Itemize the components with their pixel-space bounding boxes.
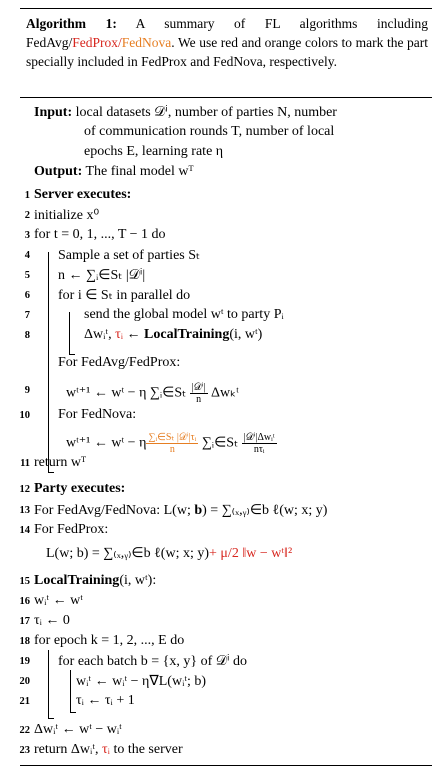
algorithm-line — [34, 613, 70, 629]
top-rule — [20, 8, 432, 9]
algorithm-line — [34, 481, 125, 497]
fraction-denominator: nτᵢ — [253, 444, 265, 455]
line-keyword: LocalTraining — [34, 573, 120, 588]
algorithm-caption — [26, 14, 428, 71]
bold-b: b — [194, 503, 203, 518]
line-text: wᵗ⁺¹ ← wᵗ − η ∑ᵢ∈Sₜ — [66, 385, 190, 401]
line-number: 23 — [19, 745, 30, 756]
line-text: Δwₖᵗ — [207, 385, 239, 401]
line-number: 22 — [19, 725, 30, 736]
line-number: 4 — [24, 250, 30, 261]
input-line-1 — [34, 104, 337, 121]
line-number: 13 — [19, 505, 30, 516]
algorithm-line — [34, 207, 99, 224]
line-number: 20 — [19, 676, 30, 687]
line-number: 17 — [19, 616, 30, 627]
caption-text-end: . We use red and orange colors to mark the part specially included in FedProx and FedNova, respectively. — [26, 35, 428, 69]
input-text-1: local datasets 𝒟ⁱ, number of parties N, number — [72, 105, 337, 120]
line-text: wᵢᵗ ← wᵢᵗ − η∇L(wᵢᵗ; b) — [76, 674, 207, 689]
line-text: For FedProx: — [34, 522, 109, 537]
caption-label: Algorithm 1: — [26, 16, 117, 31]
line-number: 10 — [19, 410, 30, 421]
algorithm-line — [34, 593, 83, 609]
line-number: 3 — [24, 230, 30, 241]
caption-text: A summary of FL algorithms including — [116, 16, 428, 31]
line-text: ← — [123, 327, 145, 342]
tau-red: τᵢ — [102, 742, 110, 757]
algorithm-line — [84, 307, 284, 323]
algorithm-line — [66, 382, 239, 405]
line-text: Sample a set of parties Sₜ — [58, 248, 201, 263]
output-line — [34, 164, 194, 180]
algorithm-line — [58, 407, 136, 423]
line-text: Δwᵢᵗ ← wᵗ − wᵢᵗ — [34, 722, 122, 737]
line-number: 12 — [19, 484, 30, 495]
algorithm-line — [58, 287, 190, 304]
parallel-scope-bar — [69, 312, 70, 354]
algorithm-line — [34, 522, 108, 538]
line-number: 8 — [24, 330, 30, 341]
line-number: 1 — [24, 190, 30, 201]
input-line-3: epochs E, learning rate η — [84, 144, 224, 159]
line-number: 7 — [24, 310, 30, 321]
algorithm-line — [58, 355, 180, 371]
line-text: (i, wᵗ): — [119, 573, 157, 588]
line-number: 15 — [19, 576, 30, 587]
line-text: initialize x⁰ — [34, 208, 100, 223]
line-text: For FedNova: — [58, 407, 137, 422]
input-line-2: of communication rounds T, number of local — [84, 124, 335, 139]
line-text: for t = 0, 1, ..., T − 1 do — [34, 227, 166, 242]
algorithm-line — [34, 573, 156, 589]
batch-scope-hook — [70, 712, 76, 713]
algorithm-line — [34, 722, 122, 738]
line-text: ∑ᵢ∈Sₜ — [198, 435, 242, 451]
line-text: wᵢᵗ ← wᵗ — [34, 593, 83, 608]
line-number: 6 — [24, 290, 30, 301]
tau-red: τᵢ — [115, 327, 124, 342]
line-text: for each batch b = {x, y} of 𝒟ⁱ do — [58, 654, 247, 669]
fraction — [242, 432, 277, 455]
line-text: n ← ∑ᵢ∈Sₜ |𝒟ⁱ| — [58, 268, 146, 283]
epoch-scope-hook — [48, 718, 54, 719]
line-number: 9 — [24, 385, 30, 396]
output-text: The final model wᵀ — [82, 164, 194, 179]
algorithm-line — [46, 545, 292, 562]
fraction — [190, 382, 208, 405]
algorithm-line — [58, 247, 200, 264]
algorithm-line — [84, 327, 262, 343]
algorithm-line — [34, 455, 86, 471]
fraction-denominator: n — [196, 394, 202, 405]
parallel-scope-hook — [69, 354, 75, 355]
algorithm-line — [34, 187, 131, 203]
algorithm-line — [34, 633, 184, 649]
algorithm-line — [76, 673, 206, 690]
fraction-denominator: n — [169, 444, 175, 455]
line-text: τᵢ ← 0 — [34, 613, 70, 628]
line-text: Δwᵢᵗ, — [84, 327, 116, 342]
line-number: 14 — [19, 525, 30, 536]
algorithm-line — [66, 432, 277, 455]
fedprox-term: + μ/2 ‖w − wᵗ‖² — [209, 546, 293, 561]
line-number: 5 — [24, 270, 30, 281]
line-text: Server executes: — [34, 187, 132, 202]
caption-fedprox: FedProx — [72, 35, 119, 50]
line-number: 16 — [19, 596, 30, 607]
algorithm-line — [34, 742, 183, 758]
caption-rule — [20, 97, 432, 98]
algorithm-line — [34, 502, 327, 519]
algorithm-line — [58, 267, 145, 284]
algorithm-line — [76, 693, 135, 709]
line-number: 11 — [20, 458, 30, 469]
algorithm-line — [34, 227, 166, 243]
input-label: Input: — [34, 105, 73, 120]
line-text: For FedAvg/FedProx: — [58, 355, 181, 370]
fraction-numerator: ∑ᵢ∈Sₜ |𝒟ⁱ|τᵢ — [148, 432, 197, 443]
line-number: 18 — [19, 636, 30, 647]
output-label: Output: — [34, 164, 83, 179]
line-number: 19 — [19, 656, 30, 667]
epoch-scope-bar — [48, 650, 49, 718]
line-number: 2 — [24, 210, 30, 221]
line-text: for epoch k = 1, 2, ..., E do — [34, 633, 185, 648]
for-t-scope-bar — [48, 252, 49, 472]
line-text: wᵗ⁺¹ ← wᵗ − η — [66, 435, 147, 451]
line-text: L(w; b) = ∑₍ₓ,ᵧ₎∈b ℓ(w; x; y) — [46, 546, 210, 561]
for-t-scope-hook — [48, 472, 54, 473]
line-text: return wᵀ — [34, 455, 87, 470]
line-text: for i ∈ Sₜ in parallel do — [58, 288, 191, 303]
line-number: 21 — [19, 696, 30, 707]
fraction — [146, 432, 198, 455]
line-text: to the server — [109, 742, 183, 757]
fraction-numerator: |𝒟ⁱ|Δwᵢᵗ — [243, 432, 275, 443]
caption-fednova: FedNova — [121, 35, 172, 50]
fraction-numerator: |𝒟ⁱ| — [191, 382, 206, 393]
line-text: τᵢ ← τᵢ + 1 — [76, 693, 135, 708]
line-text: send the global model wᵗ to party Pᵢ — [84, 307, 284, 322]
line-text: (i, wᵗ) — [229, 327, 263, 342]
line-text: Party executes: — [34, 481, 126, 496]
caption-fedavg: FedAvg/ — [26, 35, 73, 50]
line-text: ) = ∑₍ₓ,ᵧ₎∈b ℓ(w; x; y) — [202, 503, 328, 518]
caption-slash: / — [118, 35, 122, 50]
bottom-rule — [20, 765, 432, 766]
batch-scope-bar — [70, 670, 71, 712]
line-text: return Δwᵢᵗ, — [34, 742, 103, 757]
line-text: For FedAvg/FedNova: L(w; — [34, 503, 195, 518]
algorithm-line — [58, 653, 247, 670]
line-keyword: LocalTraining — [144, 327, 230, 342]
